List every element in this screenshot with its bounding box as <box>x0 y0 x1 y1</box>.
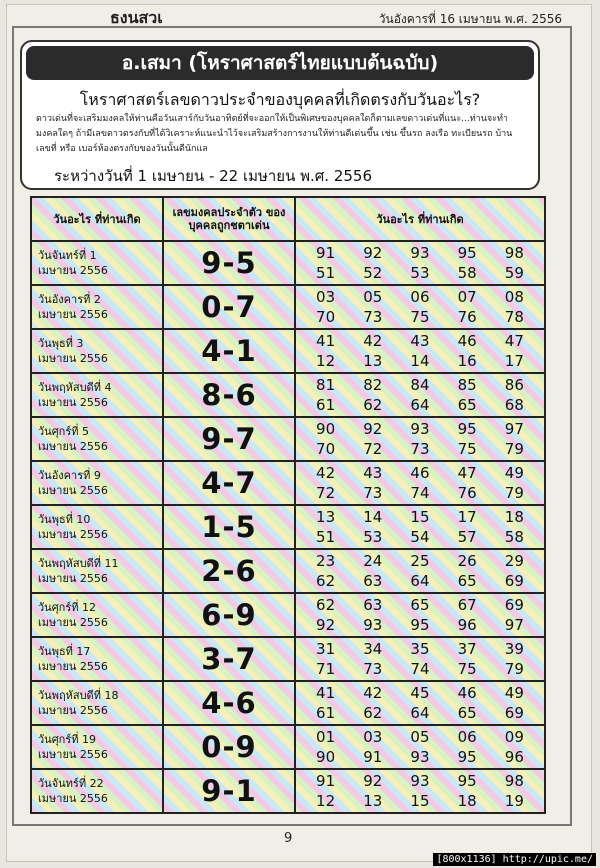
month-label: เมษายน 2556 <box>38 396 108 409</box>
lucky-number: 58 <box>457 264 477 282</box>
lucky-numbers-cell <box>295 637 545 681</box>
lucky-number: 08 <box>504 288 524 306</box>
lucky-number: 92 <box>363 772 383 790</box>
birth-day-cell <box>31 725 163 769</box>
number-line <box>296 263 544 283</box>
lucky-number: 43 <box>363 464 383 482</box>
lucky-number: 62 <box>363 396 383 414</box>
lucky-number: 65 <box>457 704 477 722</box>
lucky-number: 91 <box>316 772 336 790</box>
number-line <box>296 639 544 659</box>
lucky-number: 78 <box>504 308 524 326</box>
lucky-pair-cell: 0-9 <box>163 725 295 769</box>
lucky-pair-cell: 6-9 <box>163 593 295 637</box>
lucky-number: 54 <box>410 528 430 546</box>
lucky-number: 18 <box>457 792 477 810</box>
birth-day-cell <box>31 285 163 329</box>
lucky-pair-cell: 4-1 <box>163 329 295 373</box>
lucky-number: 74 <box>410 660 430 678</box>
lucky-number: 67 <box>457 596 477 614</box>
lucky-number: 42 <box>363 332 383 350</box>
birth-day-cell <box>31 373 163 417</box>
lucky-number: 47 <box>457 464 477 482</box>
table-row <box>31 637 545 681</box>
lucky-pair-cell: 9-1 <box>163 769 295 813</box>
lucky-pair-cell: 3-7 <box>163 637 295 681</box>
lucky-number: 93 <box>410 244 430 262</box>
day-label: วันศุกร์ที่ 5 <box>38 425 89 438</box>
lucky-number: 07 <box>457 288 477 306</box>
month-label: เมษายน 2556 <box>38 660 108 673</box>
lucky-numbers-cell <box>295 417 545 461</box>
number-line <box>296 703 544 723</box>
header-lucky-numbers: วันอะไร ที่ท่านเกิด <box>295 197 545 241</box>
lucky-pair-cell: 9-5 <box>163 241 295 285</box>
lucky-number: 41 <box>316 684 336 702</box>
lucky-number: 57 <box>457 528 477 546</box>
table-row <box>31 241 545 285</box>
lucky-number: 15 <box>410 508 430 526</box>
lucky-pair-cell: 0-7 <box>163 285 295 329</box>
lucky-number: 39 <box>504 640 524 658</box>
day-label: วันพุธที่ 10 <box>38 513 91 526</box>
lucky-number: 62 <box>363 704 383 722</box>
lucky-number: 64 <box>410 704 430 722</box>
lucky-number: 98 <box>504 244 524 262</box>
lucky-number: 65 <box>410 596 430 614</box>
birth-day-cell <box>31 769 163 813</box>
table-header-row <box>31 197 545 241</box>
lucky-number: 37 <box>457 640 477 658</box>
lucky-pair-cell: 9-7 <box>163 417 295 461</box>
day-label: วันจันทร์ที่ 22 <box>38 777 104 790</box>
number-line <box>296 287 544 307</box>
lucky-numbers-cell <box>295 769 545 813</box>
lucky-number: 64 <box>410 396 430 414</box>
month-label: เมษายน 2556 <box>38 616 108 629</box>
table-row <box>31 417 545 461</box>
lucky-number: 91 <box>363 748 383 766</box>
table-row <box>31 549 545 593</box>
number-line <box>296 615 544 635</box>
lucky-number: 42 <box>363 684 383 702</box>
lucky-number: 61 <box>316 396 336 414</box>
lucky-number: 73 <box>363 484 383 502</box>
lucky-number: 06 <box>457 728 477 746</box>
lucky-pair-cell: 1-5 <box>163 505 295 549</box>
lucky-number: 13 <box>363 792 383 810</box>
lucky-number: 93 <box>410 420 430 438</box>
lucky-number: 69 <box>504 596 524 614</box>
day-label: วันพฤหัสบดีที่ 11 <box>38 557 119 570</box>
lucky-number: 49 <box>504 684 524 702</box>
month-label: เมษายน 2556 <box>38 264 108 277</box>
lucky-number: 84 <box>410 376 430 394</box>
lucky-number: 95 <box>457 420 477 438</box>
number-line <box>296 439 544 459</box>
lucky-number: 76 <box>457 484 477 502</box>
lucky-number: 43 <box>410 332 430 350</box>
lucky-number: 75 <box>457 660 477 678</box>
birth-day-cell <box>31 637 163 681</box>
number-line <box>296 375 544 395</box>
lucky-pair-cell: 4-7 <box>163 461 295 505</box>
birth-day-cell <box>31 593 163 637</box>
day-label: วันพุธที่ 3 <box>38 337 84 350</box>
lucky-number: 72 <box>363 440 383 458</box>
lucky-number-table <box>30 196 546 814</box>
lucky-number: 93 <box>410 772 430 790</box>
number-line <box>296 595 544 615</box>
header-birth-day: วันอะไร ที่ท่านเกิด <box>31 197 163 241</box>
lucky-number: 79 <box>504 660 524 678</box>
lucky-number: 82 <box>363 376 383 394</box>
lucky-number: 12 <box>316 352 336 370</box>
lucky-number: 97 <box>504 616 524 634</box>
lucky-number: 90 <box>316 420 336 438</box>
month-label: เมษายน 2556 <box>38 572 108 585</box>
article-header <box>20 40 540 190</box>
lucky-number: 97 <box>504 420 524 438</box>
number-line <box>296 771 544 791</box>
table-row <box>31 373 545 417</box>
lucky-number: 93 <box>363 616 383 634</box>
lucky-number: 46 <box>457 684 477 702</box>
article-title: อ.เสมา (โหราศาสตร์ไทยแบบต้นฉบับ) <box>26 46 534 80</box>
number-line <box>296 727 544 747</box>
lucky-number: 26 <box>457 552 477 570</box>
birth-day-cell <box>31 681 163 725</box>
lucky-number: 75 <box>457 440 477 458</box>
table-row <box>31 681 545 725</box>
lucky-pair-cell: 8-6 <box>163 373 295 417</box>
number-line <box>296 571 544 591</box>
lucky-number: 68 <box>504 396 524 414</box>
lucky-number: 73 <box>363 660 383 678</box>
lucky-pair-cell: 2-6 <box>163 549 295 593</box>
lucky-number: 41 <box>316 332 336 350</box>
lucky-number: 25 <box>410 552 430 570</box>
table-row <box>31 505 545 549</box>
lucky-numbers-cell <box>295 285 545 329</box>
lucky-number: 31 <box>316 640 336 658</box>
lucky-numbers-cell <box>295 593 545 637</box>
lucky-number: 95 <box>457 244 477 262</box>
day-label: วันอังคารที่ 2 <box>38 293 101 306</box>
lucky-number: 16 <box>457 352 477 370</box>
lucky-number: 14 <box>363 508 383 526</box>
lucky-number: 85 <box>457 376 477 394</box>
lucky-number: 49 <box>504 464 524 482</box>
lucky-number: 95 <box>457 772 477 790</box>
day-label: วันจันทร์ที่ 1 <box>38 249 97 262</box>
lucky-number: 51 <box>316 528 336 546</box>
lucky-number: 12 <box>316 792 336 810</box>
lucky-number: 64 <box>410 572 430 590</box>
lucky-number: 01 <box>316 728 336 746</box>
lucky-number: 03 <box>363 728 383 746</box>
table-row <box>31 329 545 373</box>
lucky-number: 62 <box>316 596 336 614</box>
image-host-watermark: [800x1136] http://upic.me/ <box>433 853 596 866</box>
lucky-number: 74 <box>410 484 430 502</box>
number-line <box>296 351 544 371</box>
lucky-number: 62 <box>316 572 336 590</box>
lucky-number: 23 <box>316 552 336 570</box>
table-row <box>31 769 545 813</box>
lucky-number: 90 <box>316 748 336 766</box>
lucky-number: 71 <box>316 660 336 678</box>
lucky-number: 96 <box>504 748 524 766</box>
lucky-number: 05 <box>410 728 430 746</box>
number-line <box>296 419 544 439</box>
number-line <box>296 791 544 811</box>
number-line <box>296 243 544 263</box>
lucky-numbers-cell <box>295 549 545 593</box>
lucky-number: 75 <box>410 308 430 326</box>
lucky-number: 65 <box>457 572 477 590</box>
issue-date: วันอังคารที่ 16 เมษายน พ.ศ. 2556 <box>378 12 562 26</box>
day-label: วันศุกร์ที่ 19 <box>38 733 96 746</box>
lucky-numbers-cell <box>295 461 545 505</box>
number-line <box>296 551 544 571</box>
lucky-number: 86 <box>504 376 524 394</box>
newspaper-logo: ธงนสวเ <box>110 8 163 27</box>
lucky-number: 70 <box>316 440 336 458</box>
lucky-number: 76 <box>457 308 477 326</box>
lucky-number: 42 <box>316 464 336 482</box>
lucky-number: 19 <box>504 792 524 810</box>
month-label: เมษายน 2556 <box>38 704 108 717</box>
lucky-number: 47 <box>504 332 524 350</box>
number-line <box>296 331 544 351</box>
lucky-number: 05 <box>363 288 383 306</box>
lucky-number: 79 <box>504 440 524 458</box>
lucky-number: 35 <box>410 640 430 658</box>
birth-day-cell <box>31 549 163 593</box>
number-line <box>296 307 544 327</box>
lucky-number: 17 <box>457 508 477 526</box>
number-line <box>296 659 544 679</box>
table-row <box>31 461 545 505</box>
lucky-numbers-cell <box>295 373 545 417</box>
lucky-number: 92 <box>363 244 383 262</box>
birth-day-cell <box>31 505 163 549</box>
lucky-number: 93 <box>410 748 430 766</box>
number-line <box>296 683 544 703</box>
lucky-numbers-cell <box>295 505 545 549</box>
day-label: วันพฤหัสบดีที่ 18 <box>38 689 119 702</box>
birth-day-cell <box>31 417 163 461</box>
day-label: วันศุกร์ที่ 12 <box>38 601 96 614</box>
lucky-number: 92 <box>316 616 336 634</box>
lucky-number: 65 <box>457 396 477 414</box>
lucky-number: 92 <box>363 420 383 438</box>
day-label: วันพุธที่ 17 <box>38 645 91 658</box>
day-label: วันอังคารที่ 9 <box>38 469 101 482</box>
birth-day-cell <box>31 241 163 285</box>
lucky-number: 79 <box>504 484 524 502</box>
lucky-number: 34 <box>363 640 383 658</box>
lucky-number: 29 <box>504 552 524 570</box>
article-subtitle: โหราศาสตร์เลขดาวประจำของบุคคลที่เกิดตรงกับวันอะไร? <box>79 90 481 109</box>
lucky-number: 58 <box>504 528 524 546</box>
number-line <box>296 395 544 415</box>
lucky-number: 96 <box>457 616 477 634</box>
number-line <box>296 527 544 547</box>
table-row <box>31 725 545 769</box>
lucky-number: 69 <box>504 704 524 722</box>
lucky-number: 70 <box>316 308 336 326</box>
page-number: 9 <box>284 831 293 846</box>
lucky-number: 73 <box>410 440 430 458</box>
lucky-number: 95 <box>457 748 477 766</box>
date-range: ระหว่างวันที่ 1 เมษายน - 22 เมษายน พ.ศ. 2556 <box>54 167 373 185</box>
lucky-numbers-cell <box>295 241 545 285</box>
number-line <box>296 747 544 767</box>
birth-day-cell <box>31 461 163 505</box>
month-label: เมษายน 2556 <box>38 528 108 541</box>
lucky-number: 45 <box>410 684 430 702</box>
month-label: เมษายน 2556 <box>38 792 108 805</box>
month-label: เมษายน 2556 <box>38 484 108 497</box>
lucky-number: 98 <box>504 772 524 790</box>
table-row <box>31 285 545 329</box>
lucky-number: 13 <box>316 508 336 526</box>
lucky-number: 95 <box>410 616 430 634</box>
lucky-number: 03 <box>316 288 336 306</box>
lucky-number: 81 <box>316 376 336 394</box>
lucky-number: 14 <box>410 352 430 370</box>
lucky-number: 69 <box>504 572 524 590</box>
lucky-number: 91 <box>316 244 336 262</box>
lucky-number: 53 <box>363 528 383 546</box>
lucky-number: 59 <box>504 264 524 282</box>
lucky-pair-cell: 4-6 <box>163 681 295 725</box>
lucky-number: 17 <box>504 352 524 370</box>
number-line <box>296 463 544 483</box>
month-label: เมษายน 2556 <box>38 352 108 365</box>
lucky-number: 73 <box>363 308 383 326</box>
article-description: ดาวเด่นที่จะเสริมมงคลให้ท่านคือวันเสาร์กับวันอาทิตย์ที่จะออกให้เป็นพิเศษของบุคคลใดก็ตามเลขดาวเด่นที่แนะ...ท่านจะทำมงคลใดๆ ถ้ามีเลขดาวตรงกับที่ได้วิเคราะห์แนะนำไว้จะเสริมสร้างการงานให้ท่านดีเด่นขึ้น เช่น ขึ้นรถ ลงเรือ ทะเบียนรถ บ้านเลขที่ หรือ เบอร์ห้องตรงกับของวันนั้นดีนักแล <box>36 114 513 154</box>
lucky-number: 06 <box>410 288 430 306</box>
lucky-number: 46 <box>410 464 430 482</box>
lucky-number: 63 <box>363 572 383 590</box>
lucky-number: 53 <box>410 264 430 282</box>
month-label: เมษายน 2556 <box>38 440 108 453</box>
number-line <box>296 507 544 527</box>
day-label: วันพฤหัสบดีที่ 4 <box>38 381 112 394</box>
number-line <box>296 483 544 503</box>
lucky-number: 63 <box>363 596 383 614</box>
lucky-number: 52 <box>363 264 383 282</box>
lucky-number: 24 <box>363 552 383 570</box>
lucky-number: 13 <box>363 352 383 370</box>
month-label: เมษายน 2556 <box>38 308 108 321</box>
lucky-number: 18 <box>504 508 524 526</box>
lucky-number: 51 <box>316 264 336 282</box>
lucky-numbers-cell <box>295 329 545 373</box>
lucky-number: 72 <box>316 484 336 502</box>
month-label: เมษายน 2556 <box>38 748 108 761</box>
table-row <box>31 593 545 637</box>
lucky-number: 15 <box>410 792 430 810</box>
header-lucky-pair: เลขมงคลประจำตัว ของบุคคลถูกชตาเด่น <box>163 197 295 241</box>
lucky-numbers-cell <box>295 725 545 769</box>
lucky-numbers-cell <box>295 681 545 725</box>
birth-day-cell <box>31 329 163 373</box>
lucky-number: 46 <box>457 332 477 350</box>
lucky-number: 61 <box>316 704 336 722</box>
lucky-number: 09 <box>504 728 524 746</box>
